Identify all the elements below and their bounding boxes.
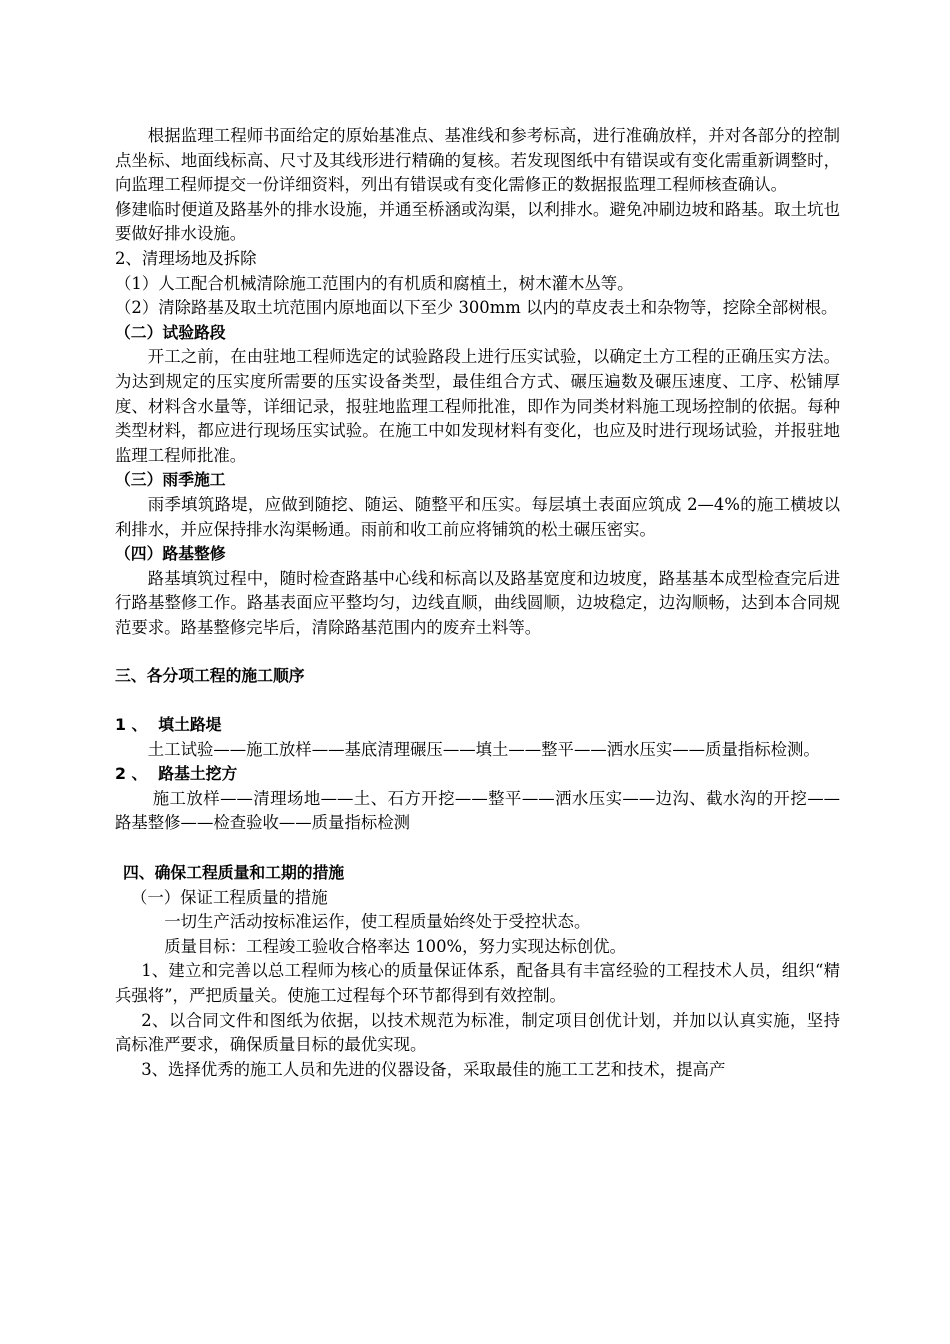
paragraph-subgrade-finishing: 路基填筑过程中，随时检查路基中心线和标高以及路基宽度和边坡度，路基基本成型检查完后进行路基整修工作。路基表面应平整均匀，边线直顺，曲线圆顺，边坡稳定，边沟顺畅，达到本合同规范要求。路基整修完毕后，清除路基范围内的废弃土料等。	[115, 568, 840, 637]
heading-quality-measures: 四、确保工程质量和工期的措施	[123, 863, 345, 883]
paragraph-excavation: 施工放样——清理场地——土、石方开挖——整平——洒水压实——边沟、截水沟的开挖——路基整修——检查验收——质量指标检测	[115, 788, 840, 833]
paragraph-standard-operation: 一切生产活动按标准运作，使工程质量始终处于受控状态。	[164, 912, 591, 932]
paragraph-measure-1: 1、建立和完善以总工程师为核心的质量保证体系，配备具有丰富经验的工程技术人员，组织“精兵强将”，严把质量关。使施工过程每个环节都得到有效控制。	[115, 961, 840, 1005]
spacer	[115, 836, 840, 861]
paragraph-clearing-item-1: （1）人工配合机械清除施工范围内的有机质和腐植土，树木灌木丛等。	[115, 273, 634, 293]
paragraph-site-clearing-title: 2、清理场地及拆除	[115, 248, 257, 268]
heading-subgrade-finishing: （四）路基整修	[115, 544, 226, 564]
heading-construction-sequence: 三、各分项工程的施工顺序	[115, 666, 305, 686]
heading-fill-embankment: 1 、 填土路堤	[115, 715, 222, 735]
heading-excavation: 2 、 路基土挖方	[115, 764, 238, 784]
spacer	[115, 689, 840, 713]
heading-trial-section: （二）试验路段	[115, 322, 226, 342]
paragraph-quality-subtitle: （一）保证工程质量的措施	[131, 887, 328, 907]
document-page	[115, 124, 840, 1082]
spacer	[115, 640, 840, 664]
paragraph-fill-embankment: 土工试验——施工放样——基底清理碾压——填土——整平——洒水压实——质量指标检测。	[147, 739, 820, 759]
paragraph-quality-target: 质量目标：工程竣工验收合格率达 100%，努力实现达标创优。	[164, 936, 627, 956]
paragraph-measure-3: 3、选择优秀的施工人员和先进的仪器设备，采取最佳的施工工艺和技术，提高产	[141, 1059, 726, 1079]
paragraph-measure-2: 2、以合同文件和图纸为依据，以技术规范为标准，制定项目创优计划，并加以认真实施，坚持高标准严要求，确保质量目标的最优实现。	[115, 1010, 840, 1055]
paragraph-rainy-season: 雨季填筑路堤，应做到随挖、随运、随整平和压实。每层填土表面应筑成 2—4%的施工横坡以利排水，并应保持排水沟渠畅通。雨前和收工前应将铺筑的松土碾压密实。	[115, 494, 840, 539]
paragraph-drainage: 修建临时便道及路基外的排水设施，并通至桥涵或沟渠，以利排水。避免冲刷边坡和路基。取土坑也要做好排水设施。	[115, 199, 840, 244]
paragraph-clearing-item-2: （2）清除路基及取土坑范围内原地面以下至少 300mm 以内的草皮表土和杂物等，挖除全部树根。	[115, 298, 838, 318]
paragraph-staking: 根据监理工程师书面给定的原始基准点、基准线和参考标高，进行准确放样，并对各部分的控制点坐标、地面线标高、尺寸及其线形进行精确的复核。若发现图纸中有错误或有变化需重新调整时，向监理工程师提交一份详细资料，列出有错误或有变化需修正的数据报监理工程师核查确认。	[115, 126, 840, 195]
heading-rainy-season: （三）雨季施工	[115, 470, 226, 490]
paragraph-trial-section: 开工之前，在由驻地工程师选定的试验路段上进行压实试验，以确定土方工程的正确压实方法。为达到规定的压实度所需要的压实设备类型，最佳组合方式、碾压遍数及碾压速度、工序、松铺厚度、材料含水量等，详细记录，报驻地监理工程师批准，即作为同类材料施工现场控制的依据。每种类型材料，都应进行现场压实试验。在施工中如发现材料有变化，也应及时进行现场试验，并报驻地监理工程师批准。	[115, 347, 840, 465]
